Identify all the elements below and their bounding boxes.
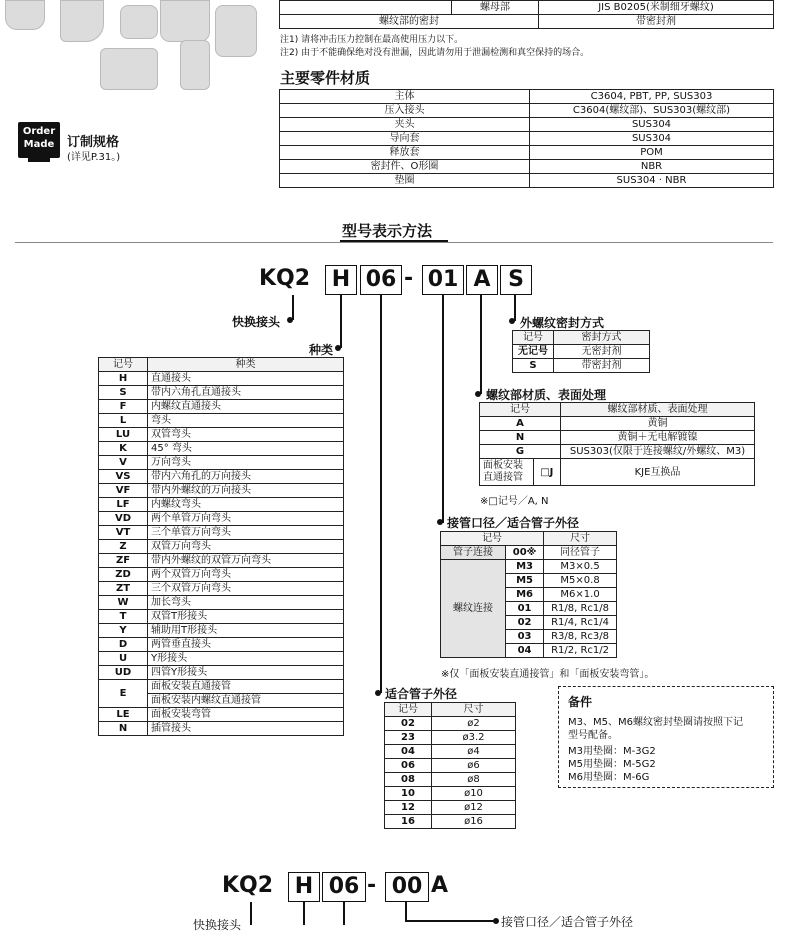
tube-row: [385, 717, 516, 731]
kind-code: U: [99, 652, 148, 666]
code2-dot-port: [493, 918, 499, 924]
tube-code: 08: [385, 773, 432, 787]
fitting-image-4: [160, 0, 210, 42]
code-prefix: KQ2: [259, 266, 311, 291]
kind-row: [99, 568, 344, 582]
line-seal: [514, 295, 516, 321]
label-quick: 快换接头: [232, 315, 281, 329]
fitting-image-7: [215, 5, 257, 57]
tube-size: ø12: [432, 801, 516, 815]
kind-desc: 直通接头: [148, 372, 344, 386]
kind-row: [99, 442, 344, 456]
tube-table: 记号 尺寸 02 ø2 23 ø3.2 04 ø4 06 ø6 08 ø8 10 ø10 12 ø12 16 ø16: [384, 702, 516, 829]
code2-dash: -: [367, 873, 377, 898]
port-size: R1/2, Rc1/2: [544, 644, 617, 658]
tube-code: 10: [385, 787, 432, 801]
kind-code: VD: [99, 512, 148, 526]
kind-row: [99, 638, 344, 652]
spare-parts-box: [558, 686, 774, 788]
spare-parts-text1: M3、M5、M6螺纹密封垫圈请按照下记: [568, 717, 743, 728]
spare-parts-title: 备件: [568, 695, 593, 709]
kind-row: [99, 484, 344, 498]
kind-code: ZT: [99, 582, 148, 596]
kind-desc: 带内外螺纹的万向接头: [148, 484, 344, 498]
port-code: 01: [506, 602, 544, 616]
kind-code: ZF: [99, 554, 148, 568]
port-size: R1/4, Rc1/4: [544, 616, 617, 630]
code-port-box: 01: [422, 265, 464, 295]
code2-material: A: [431, 873, 449, 898]
kind-desc: 三个双管万向弯头: [148, 582, 344, 596]
kind-code: H: [99, 372, 148, 386]
kind-desc: 面板安装直通接管: [148, 680, 344, 694]
kind-desc: 两管垂直接头: [148, 638, 344, 652]
tube-row: [385, 759, 516, 773]
code2-kind-box: H: [288, 872, 320, 902]
kind-desc: 面板安装内螺纹直通接管: [148, 694, 344, 708]
port-code: 04: [506, 644, 544, 658]
kind-code: W: [99, 596, 148, 610]
tube-size: ø6: [432, 759, 516, 773]
tube-size: ø8: [432, 773, 516, 787]
kind-row: [99, 554, 344, 568]
materials-table: 主体 C3604, PBT, PP, SUS303 压入接头 C3604(螺纹部)、SUS303(螺纹部) 夹头 SUS304 导向套 SUS304 释放套 POM 密封件、O形圈 NBR 垫圈 SUS304 · NBR: [279, 89, 774, 188]
code-material-box: A: [466, 265, 498, 295]
fitting-image-1: [5, 0, 45, 30]
dot-seal: [509, 318, 515, 324]
port-code: M3: [506, 560, 544, 574]
port-size: R1/8, Rc1/8: [544, 602, 617, 616]
kind-code: V: [99, 456, 148, 470]
order-made-logo: Order Made: [18, 122, 60, 158]
kind-code: UD: [99, 666, 148, 680]
tube-size: ø2: [432, 717, 516, 731]
dot-quick: [287, 317, 293, 323]
kind-row: [99, 456, 344, 470]
code2-line-port: [405, 902, 407, 922]
tube-code: 23: [385, 731, 432, 745]
kind-desc: 双管弯头: [148, 428, 344, 442]
kind-code: LU: [99, 428, 148, 442]
code-kind-box: H: [325, 265, 357, 295]
code-seal-box: S: [500, 265, 532, 295]
kind-row: [99, 582, 344, 596]
tube-code: 04: [385, 745, 432, 759]
kind-desc: 三个单管万向弯头: [148, 526, 344, 540]
kind-code: S: [99, 386, 148, 400]
tube-size: ø10: [432, 787, 516, 801]
kind-row: [99, 624, 344, 638]
tube-row: [385, 745, 516, 759]
tube-size: ø16: [432, 815, 516, 829]
tube-code: 12: [385, 801, 432, 815]
order-made-title: 订制规格: [67, 135, 120, 150]
line-material: [480, 295, 482, 394]
thread-connection-label: 螺纹连接: [441, 560, 506, 658]
tube-code: 02: [385, 717, 432, 731]
dot-port: [437, 519, 443, 525]
note-2: 注2) 由于不能确保绝对没有泄漏，因此请勿用于泄漏检测和真空保持的场合。: [280, 48, 590, 58]
kind-desc: Y形接头: [148, 652, 344, 666]
kind-desc: 45° 弯头: [148, 442, 344, 456]
note-1: 注1) 请将冲击压力控制在最高使用压力以下。: [280, 35, 464, 45]
port-code: 03: [506, 630, 544, 644]
kind-row: [99, 652, 344, 666]
model-title: 型号表示方法: [342, 222, 433, 240]
kind-code: E: [99, 680, 148, 708]
port-code: 02: [506, 616, 544, 630]
code2-tube-box: 06: [322, 872, 366, 902]
line-port: [442, 295, 444, 523]
label-material: 螺纹部材质、表面处理: [486, 388, 607, 402]
kind-code: ZD: [99, 568, 148, 582]
fitting-image-3: [120, 5, 158, 39]
kind-code: D: [99, 638, 148, 652]
kind-code: L: [99, 414, 148, 428]
fitting-image-2: [60, 0, 104, 42]
port-size: M6×1.0: [544, 588, 617, 602]
kind-desc: 带内六角孔的万向接头: [148, 470, 344, 484]
kind-row: [99, 428, 344, 442]
kind-desc: 双管万向弯头: [148, 540, 344, 554]
line-tube: [380, 295, 382, 693]
code2-line-quick: [250, 902, 252, 925]
kind-desc: 两个单管万向弯头: [148, 512, 344, 526]
label-port: 接管口径／适合管子外径: [447, 516, 580, 530]
thread-spec-table: 螺母部 JIS B0205(米制细牙螺纹) 螺纹部的密封 带密封剂: [279, 0, 774, 29]
kind-row: [99, 414, 344, 428]
kind-row: [99, 666, 344, 680]
spare-parts-line1: M3用垫圈：M-3G2: [568, 746, 656, 757]
spare-parts-line2: M5用垫圈：M-5G2: [568, 759, 656, 770]
port-code: M5: [506, 574, 544, 588]
section-divider: [15, 242, 773, 243]
order-made-sub: (详见P.31。): [67, 152, 121, 163]
tube-row: [385, 787, 516, 801]
line-quick: [292, 295, 294, 320]
code-tube-box: 06: [360, 265, 402, 295]
kind-row: [99, 512, 344, 526]
kind-row: [99, 526, 344, 540]
tube-row: [385, 801, 516, 815]
port-code: M6: [506, 588, 544, 602]
kind-desc: 双管T形接头: [148, 610, 344, 624]
kind-desc: 内螺纹直通接头: [148, 400, 344, 414]
kind-desc: 两个双管万向弯头: [148, 568, 344, 582]
seal-table: 记号 密封方式 无记号 无密封剂 S 带密封剂: [512, 330, 650, 373]
kind-desc: 带内六角孔直通接头: [148, 386, 344, 400]
code-dash: -: [404, 266, 414, 291]
port-size: M5×0.8: [544, 574, 617, 588]
code2-port-box: 00: [385, 872, 429, 902]
tube-code: 16: [385, 815, 432, 829]
code2-line-tube: [343, 902, 345, 925]
code2-label-quick: 快换接头: [193, 918, 242, 932]
kind-desc: 内螺纹弯头: [148, 498, 344, 512]
port-size: M3×0.5: [544, 560, 617, 574]
material-note: ※□记号／A, N: [480, 496, 549, 507]
kind-row: [99, 722, 344, 736]
spare-parts-text2: 型号配备。: [568, 730, 618, 741]
label-seal: 外螺纹密封方式: [520, 316, 605, 330]
kind-desc: 万向弯头: [148, 456, 344, 470]
spare-parts-line3: M6用垫圈：M-6G: [568, 772, 650, 783]
dot-material: [475, 391, 481, 397]
tube-code: 06: [385, 759, 432, 773]
kind-row: [99, 680, 344, 694]
port-table: 记号 尺寸 管子连接 00※ 同径管子 螺纹连接 M3 M3×0.5 M5 M5×0.8 M6 M6×1.0 01 R1/8, Rc1/8 02 R1/4, Rc1/4 03 R3/8, Rc3/8 04 R1/2, Rc1/2: [440, 531, 617, 658]
kind-row: [99, 470, 344, 484]
kind-row: [99, 540, 344, 554]
materials-title: 主要零件材质: [280, 69, 371, 87]
kind-desc: 辅助用T形接头: [148, 624, 344, 638]
kind-code: F: [99, 400, 148, 414]
tube-row: [385, 731, 516, 745]
kind-row: [99, 372, 344, 386]
tube-size: ø4: [432, 745, 516, 759]
order-made-monitor-base: [28, 158, 50, 162]
kind-code: Y: [99, 624, 148, 638]
dot-kind: [335, 345, 341, 351]
fitting-image-5: [100, 48, 158, 90]
kind-row: [99, 708, 344, 722]
kind-row: [99, 400, 344, 414]
tube-row: [385, 773, 516, 787]
kind-desc: 插管接头: [148, 722, 344, 736]
kind-desc: 带内外螺纹的双管万向弯头: [148, 554, 344, 568]
kind-desc: 加长弯头: [148, 596, 344, 610]
label-tube: 适合管子外径: [385, 687, 458, 701]
kind-code: LF: [99, 498, 148, 512]
kind-code: K: [99, 442, 148, 456]
kind-row: [99, 386, 344, 400]
tube-size: ø3.2: [432, 731, 516, 745]
kind-desc: 四管Y形接头: [148, 666, 344, 680]
label-kind: 种类: [309, 343, 334, 357]
kind-code: Z: [99, 540, 148, 554]
kind-code: VF: [99, 484, 148, 498]
kind-code: T: [99, 610, 148, 624]
code2-prefix: KQ2: [222, 873, 274, 898]
thread-material-table: 记号 螺纹部材质、表面处理 A 黄铜 N 黄铜＋无电解镀镍 G SUS303(仅限于连接螺纹/外螺纹、M3) 面板安装直通接管 □J KJE互换品: [479, 402, 755, 486]
code2-line-port-h: [405, 920, 495, 922]
port-size: R3/8, Rc3/8: [544, 630, 617, 644]
line-kind: [340, 295, 342, 348]
kind-code: VT: [99, 526, 148, 540]
kind-code: N: [99, 722, 148, 736]
kind-code: LE: [99, 708, 148, 722]
kind-desc: 面板安装弯管: [148, 708, 344, 722]
kind-code: VS: [99, 470, 148, 484]
fitting-image-6: [180, 40, 210, 90]
code2-label-port: 接管口径／适合管子外径: [501, 915, 634, 929]
kind-desc: 弯头: [148, 414, 344, 428]
port-note: ※仅「面板安装直通接管」和「面板安装弯管」。: [441, 669, 655, 680]
kind-row: [99, 610, 344, 624]
dot-tube: [375, 690, 381, 696]
kind-row: [99, 596, 344, 610]
kind-table: 记号 种类 H 直通接头 S 带内六角孔直通接头 F 内螺纹直通接头 L 弯头 LU 双管弯头 K 45° 弯头 V 万向弯头 VS 带内六角孔的万向接头 VF 带内外螺纹的万向接头 LF 内螺纹弯头 VD 两个单管万向弯头 VT 三个单管万向弯头 Z 双管万向弯头 ZF 带内外螺纹的双管万向弯头 ZD 两个双管万向弯头 ZT 三个双管万向弯头 W 加长弯头 T 双管T形接头 Y 辅助用T形接头 D 两管垂直接头 U Y形接头 UD 四管Y形接头 E 面板安装直通接管 面板安装内螺纹直通接管 LE 面板安装弯管 N 插管接头: [98, 357, 344, 736]
port-row: [441, 560, 617, 574]
tube-row: [385, 815, 516, 829]
kind-row: [99, 498, 344, 512]
code2-line-kind: [303, 902, 305, 925]
